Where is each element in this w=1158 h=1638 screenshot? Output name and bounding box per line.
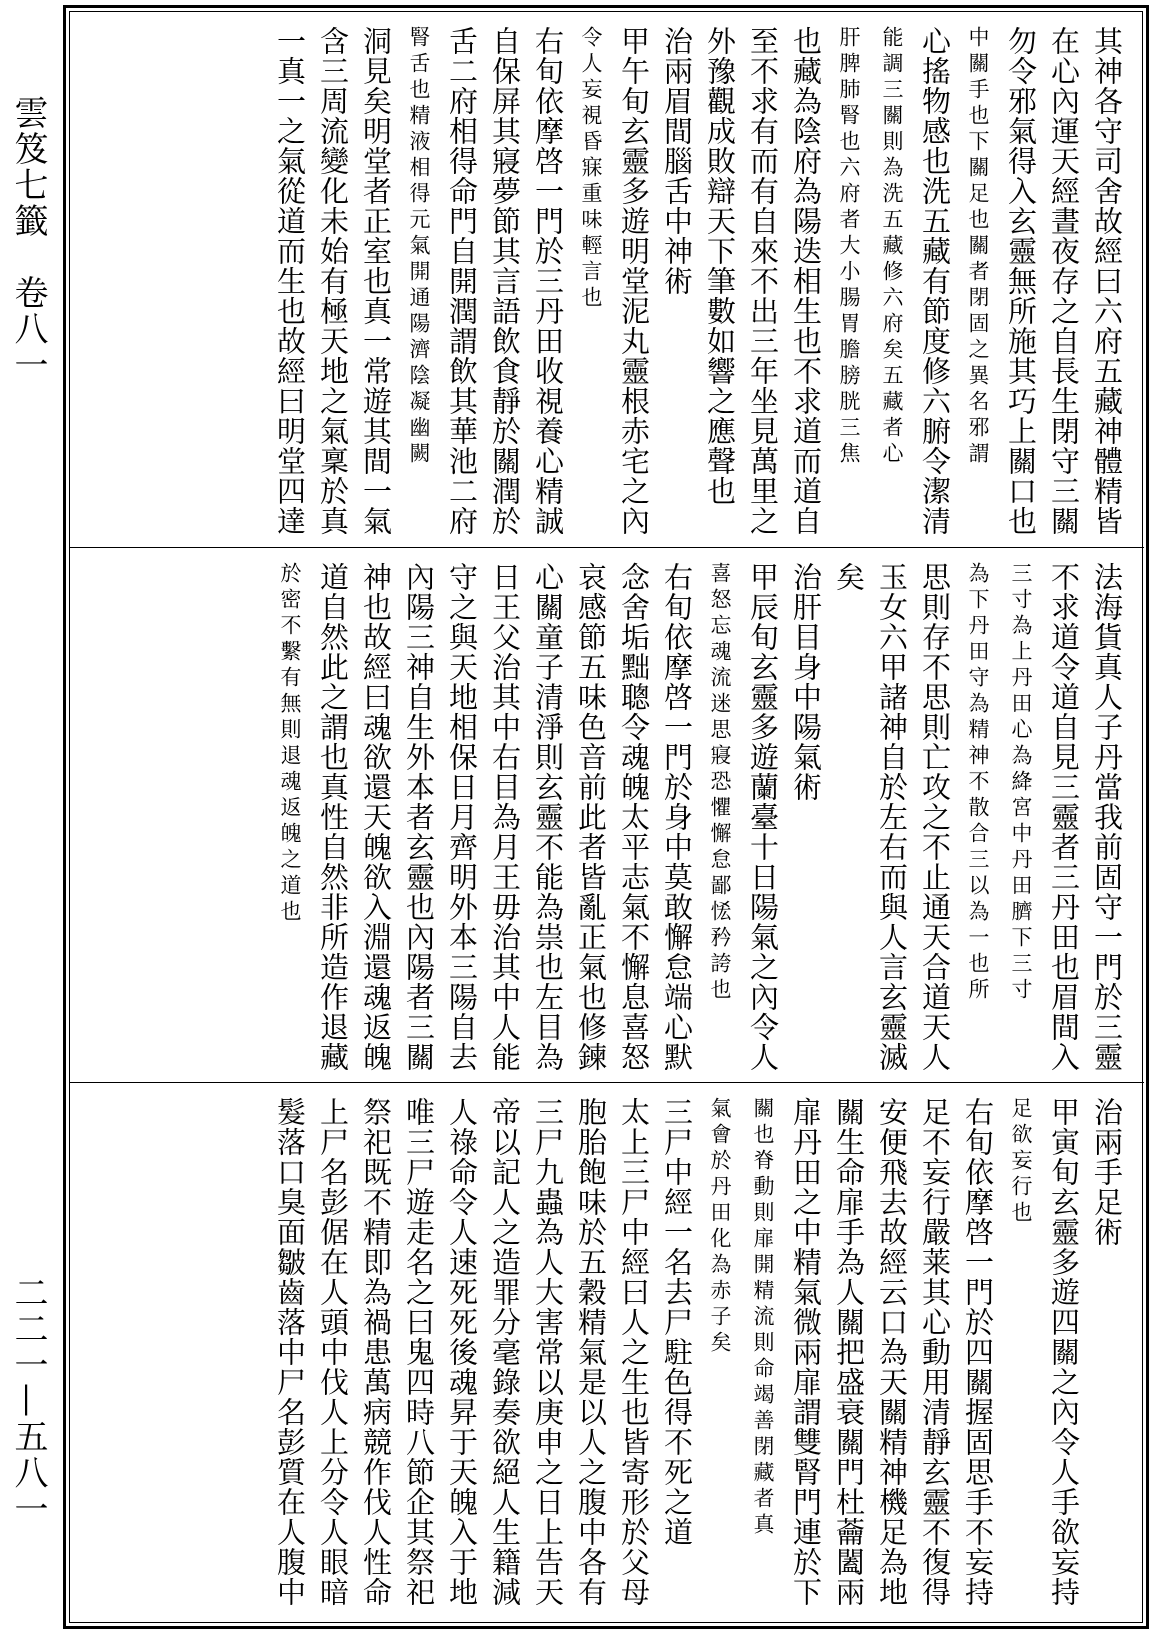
text-register-bottom xyxy=(70,1082,1144,1625)
text-column: 中關手也下關足也關者閉固之異名邪謂 xyxy=(966,26,990,468)
page-text-frame xyxy=(69,11,1143,1623)
text-column: 治兩眉間腦舌中神術 xyxy=(660,26,694,296)
text-column: 右旬依摩啓一門於身中莫敢懈怠端心默 xyxy=(660,562,694,1072)
text-column: 關生命扉手為人關把盛衰關門杜蘥闔兩 xyxy=(832,1097,866,1607)
text-column: 氣會於丹田化為赤子矣 xyxy=(708,1097,732,1357)
text-column: 甲寅旬玄靈多遊四關之內令人手欲妄持 xyxy=(1047,1097,1081,1607)
text-column: 甲午旬玄靈多遊明堂泥丸靈根赤宅之內 xyxy=(617,26,651,536)
text-column: 心搖物感也洗五藏有節度修六腑令潔清 xyxy=(918,26,952,536)
text-column: 在心內運天經晝夜存之自長生閉守三關 xyxy=(1047,26,1081,536)
text-column: 哀感節五味色音前此者皆亂正氣也修鍊 xyxy=(574,562,608,1072)
text-column: 洞見矣明堂者正室也真一常遊其間一氣 xyxy=(359,26,393,536)
text-column: 唯三尸遊走名之曰鬼四時八節企其祭祀 xyxy=(402,1097,436,1607)
text-column: 舌二府相得命門自開潤謂飲其華池二府 xyxy=(445,26,479,536)
text-column: 法海貨真人子丹當我前固守一門於三靈 xyxy=(1090,562,1124,1072)
text-column: 右旬依摩啓一門於四關握固思手不妄持 xyxy=(961,1097,995,1607)
text-column: 勿令邪氣得入玄靈無所施其巧上關口也 xyxy=(1004,26,1038,536)
text-column: 一真一之氣從道而生也故經曰明堂四達 xyxy=(273,26,307,536)
text-column: 思則存不思則亡攻之不止通天合道天人 xyxy=(918,562,952,1072)
text-column: 治肝目身中陽氣術 xyxy=(789,562,823,802)
text-column: 也藏為陰府為陽迭相生也不求道而道自 xyxy=(789,26,823,536)
text-column: 右旬依摩啓一門於三丹田收視養心精誠 xyxy=(531,26,565,536)
text-column: 守之與天地相保日月齊明外本三陽自去 xyxy=(445,562,479,1072)
text-column: 日王父治其中右目為月王毋治其中人能 xyxy=(488,562,522,1072)
column-group xyxy=(268,1097,1128,1607)
text-column: 不求道令道自見三靈者三丹田也眉間入 xyxy=(1047,562,1081,1072)
column-group xyxy=(268,562,1128,1072)
text-column: 念舍垢黜聰令魂魄太平志氣不懈息喜怒 xyxy=(617,562,651,1072)
text-column: 足欲妄行也 xyxy=(1009,1097,1033,1227)
text-column: 腎舌也精液相得元氣開通陽濟陰凝幽闕 xyxy=(407,26,431,468)
text-column: 於密不繫有無則退魂返魄之道也 xyxy=(278,562,302,926)
running-title: 雲笈七籤 卷八一 xyxy=(8,95,48,383)
column-group xyxy=(268,26,1128,536)
text-column: 足不妄行嚴莱其心動用清靜玄靈不復得 xyxy=(918,1097,952,1607)
text-column: 含三周流變化未始有極天地之氣稟於真 xyxy=(316,26,350,536)
text-column: 喜怒忘魂流迷思寢恐懼懈怠鄙恡矜誇也 xyxy=(708,562,732,1004)
text-register-middle xyxy=(70,547,1144,1083)
text-column: 太上三尸中經曰人之生也皆寄形於父母 xyxy=(617,1097,651,1607)
text-column: 三寸為上丹田心為絳宮中丹田臍下三寸 xyxy=(1009,562,1033,1004)
text-column: 心關童子清淨則玄靈不能為祟也左目為 xyxy=(531,562,565,1072)
text-column: 玉女六甲諸神自於左右而與人言玄靈滅 xyxy=(875,562,909,1072)
text-column: 人祿命令人速死死後魂昇于天魄入于地 xyxy=(445,1097,479,1607)
text-column: 三尸九蟲為人大害常以庚申之日上告天 xyxy=(531,1097,565,1607)
text-column: 其神各守司舍故經曰六府五藏神體精皆 xyxy=(1090,26,1124,536)
text-column: 胞胎飽味於五穀精氣是以人之腹中各有 xyxy=(574,1097,608,1607)
text-column: 祭祀既不精即為禍患萬病競作伐人性命 xyxy=(359,1097,393,1607)
text-column: 甲辰旬玄靈多遊蘭臺十日陽氣之內令人 xyxy=(746,562,780,1072)
text-column: 能調三關則為洗五藏修六府矣五藏者心 xyxy=(880,26,904,468)
text-column: 扉丹田之中精氣微兩扉謂雙腎門連於下 xyxy=(789,1097,823,1607)
text-column: 帝以記人之造罪分毫錄奏欲絕人生籍減 xyxy=(488,1097,522,1607)
text-column: 神也故經曰魂欲還天魄欲入淵還魂返魄 xyxy=(359,562,393,1072)
text-column: 內陽三神自生外本者玄靈也內陽者三關 xyxy=(402,562,436,1072)
text-column: 外豫觀成敗辯天下筆數如響之應聲也 xyxy=(703,26,737,506)
text-column: 上尸名彭倨在人頭中伐人上分令人眼暗 xyxy=(316,1097,350,1607)
text-column: 道自然此之謂也真性自然非所造作退藏 xyxy=(316,562,350,1072)
text-column: 至不求有而有自來不出三年坐見萬里之 xyxy=(746,26,780,536)
text-column: 為下丹田守為精神不散合三以為一也所 xyxy=(966,562,990,1004)
text-column: 治兩手足術 xyxy=(1090,1097,1124,1247)
text-column: 髮落口臭面皺齒落中尸名彭質在人腹中 xyxy=(273,1097,307,1607)
text-column: 肝脾肺腎也六府者大小腸胃膽膀胱三焦 xyxy=(837,26,861,468)
page-number: 二二一—五八一 xyxy=(8,1275,48,1527)
text-register-top xyxy=(70,12,1144,547)
text-column: 關也脊動則扉開精流則命竭善閉藏者真 xyxy=(751,1097,775,1539)
text-column: 安便飛去故經云口為天關精神機足為地 xyxy=(875,1097,909,1607)
text-column: 令人妄視昏寐重味輕言也 xyxy=(579,26,603,312)
text-column: 自保屏其寢夢節其言語飲食靜於關潤於 xyxy=(488,26,522,536)
text-column: 矣 xyxy=(832,562,866,592)
text-column: 三尸中經一名去尸駐色得不死之道 xyxy=(660,1097,694,1547)
